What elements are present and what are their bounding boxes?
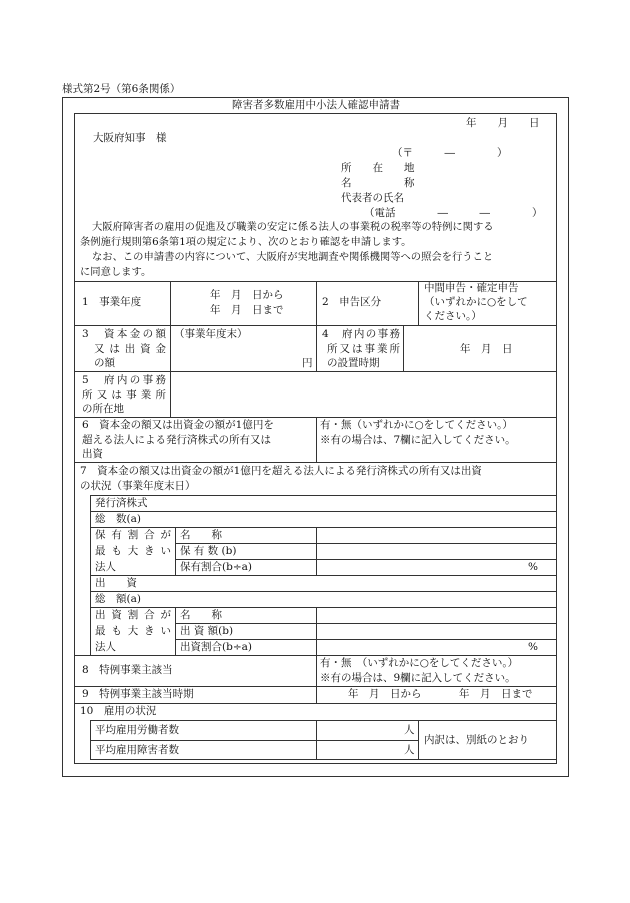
office-time-date: 年 月 日 — [460, 343, 513, 355]
representative-label: 代表者の氏名 — [341, 192, 404, 204]
table-line — [316, 720, 317, 760]
table-line — [90, 607, 557, 608]
table-line — [90, 527, 557, 528]
table-line — [418, 281, 419, 325]
average-disabled-unit: 人 — [404, 744, 415, 756]
office-time-label-1: 4 府内の事務 — [322, 328, 400, 340]
investor-label-1: 出資割合が — [95, 609, 171, 621]
office-time-label-2: 所又は事業所 — [327, 343, 400, 355]
table-line — [74, 371, 557, 372]
table-line — [175, 639, 557, 640]
capital-label-2: 又は出資金 — [94, 343, 166, 355]
share-holder-label-3: 法人 — [95, 561, 116, 573]
intro-paragraph-1b: 条例施行規則第6条第1項の規定により、次のとおり確認を申請します。 — [80, 236, 412, 248]
table-line — [74, 462, 557, 463]
table-line — [170, 281, 171, 371]
investor-name-label: 名 称 — [180, 609, 222, 621]
table-line — [90, 511, 557, 512]
table-line — [170, 371, 171, 417]
postal-code: （〒 ― ） — [392, 147, 508, 159]
fiscal-year-to: 年 月 日まで — [210, 304, 284, 316]
average-workers-label: 平均雇用労働者数 — [95, 724, 179, 736]
average-disabled-label: 平均雇用障害者数 — [95, 744, 179, 756]
large-owner-label-3: 出資 — [82, 448, 103, 460]
address-label: 所 在 地 — [341, 162, 415, 174]
filing-type-note-2: ください。） — [424, 310, 482, 322]
capital-note: （事業年度末） — [174, 328, 248, 340]
fiscal-year-from: 年 月 日から — [210, 289, 284, 301]
share-ratio-percent: % — [528, 561, 538, 573]
ownership-label-1: 7 資本金の額又は出資金の額が1億円を超える法人による発行済株式の所有又は出資 — [80, 465, 482, 477]
table-line — [316, 417, 317, 462]
large-owner-label-2: 超える法人による発行済株式の所有又は — [82, 434, 271, 446]
table-line — [90, 591, 557, 592]
fiscal-year-label: 1 事業年度 — [82, 296, 142, 308]
investor-label-2: 最も大きい — [95, 625, 171, 637]
investor-label-3: 法人 — [95, 641, 116, 653]
form-title: 障害者多数雇用中小法人確認申請書 — [232, 99, 400, 111]
large-owner-options[interactable]: 有・無（いずれかに○をしてください。） — [320, 419, 513, 431]
special-employer-options[interactable]: 有・無 （いずれかに○をしてください。） — [320, 657, 519, 669]
office-location-label-2: 所又は事業所 — [82, 389, 166, 401]
phone-line: （電話 ― ― ） — [364, 207, 543, 219]
employment-status-label: 10 雇用の状況 — [80, 705, 157, 717]
investment-label: 出 資 — [95, 577, 137, 589]
intro-paragraph-1a: 大阪府障害者の雇用の促進及び職業の安定に係る法人の事業税の税率等の特例に関する — [92, 221, 494, 233]
special-employer-period-label: 9 特例事業主該当時期 — [82, 688, 194, 700]
ownership-label-2: の状況（事業年度末日） — [80, 480, 196, 492]
total-shares-label: 総 数(a) — [95, 513, 141, 525]
share-holder-label-2: 最も大きい — [95, 545, 171, 557]
average-workers-unit: 人 — [404, 724, 415, 736]
filing-type-options[interactable]: 中間申告・確定申告 — [424, 282, 519, 294]
capital-label-1: 3 資本金の額 — [82, 328, 166, 340]
issued-shares-label: 発行済株式 — [95, 497, 148, 509]
filing-type-note-1: （いずれかに○をして — [424, 296, 528, 308]
investment-amount-label: 出 資 額(b) — [180, 625, 234, 637]
table-line — [175, 623, 557, 624]
table-line — [418, 720, 419, 760]
breakdown-note: 内訳は、別紙のとおり — [424, 734, 529, 746]
investment-ratio-percent: % — [528, 641, 538, 653]
office-location-label-1: 5 府内の事務 — [82, 374, 166, 386]
table-line — [90, 575, 557, 576]
special-employer-note: ※有の場合は、9欄に記入してください。 — [320, 672, 516, 684]
form-number: 様式第2号（第6条関係） — [62, 83, 181, 95]
share-ratio-label: 保有割合(b÷a) — [180, 561, 252, 573]
table-line — [90, 740, 418, 741]
special-employer-label: 8 特例事業主該当 — [82, 664, 173, 676]
table-line — [175, 543, 557, 544]
special-employer-period-to: 年 月 日まで — [459, 688, 533, 700]
share-holder-label-1: 保有割合が — [95, 529, 171, 541]
table-line — [403, 325, 404, 371]
name-label: 名 称 — [341, 177, 415, 189]
table-line — [175, 607, 176, 655]
share-count-label: 保 有 数 (b) — [180, 545, 237, 557]
table-line — [316, 655, 317, 703]
table-line — [175, 527, 176, 575]
large-owner-note: ※有の場合は、7欄に記入してください。 — [320, 434, 516, 446]
table-line — [74, 703, 557, 704]
application-date: 年 月 日 — [466, 117, 540, 129]
intro-paragraph-2a: なお、この申請書の内容について、大阪府が実地調査や関係機関等への照会を行うこと — [92, 251, 494, 263]
table-line — [316, 607, 317, 655]
filing-type-label: 2 申告区分 — [322, 296, 382, 308]
table-line — [316, 281, 317, 371]
addressee: 大阪府知事 様 — [93, 132, 167, 144]
table-line — [316, 527, 317, 575]
capital-label-3: の額 — [94, 357, 115, 369]
total-investment-label: 総 額(a) — [95, 593, 141, 605]
office-location-label-3: の所在地 — [82, 403, 124, 415]
table-line — [175, 559, 557, 560]
special-employer-period-from: 年 月 日から — [348, 688, 422, 700]
intro-paragraph-2b: に同意します。 — [80, 266, 152, 278]
capital-unit: 円 — [302, 357, 313, 369]
large-owner-label-1: 6 資本金の額又は出資金の額が1億円を — [82, 419, 274, 431]
investment-ratio-label: 出資割合(b÷a) — [180, 641, 252, 653]
share-holder-name-label: 名 称 — [180, 529, 222, 541]
office-time-label-3: の設置時期 — [327, 357, 380, 369]
